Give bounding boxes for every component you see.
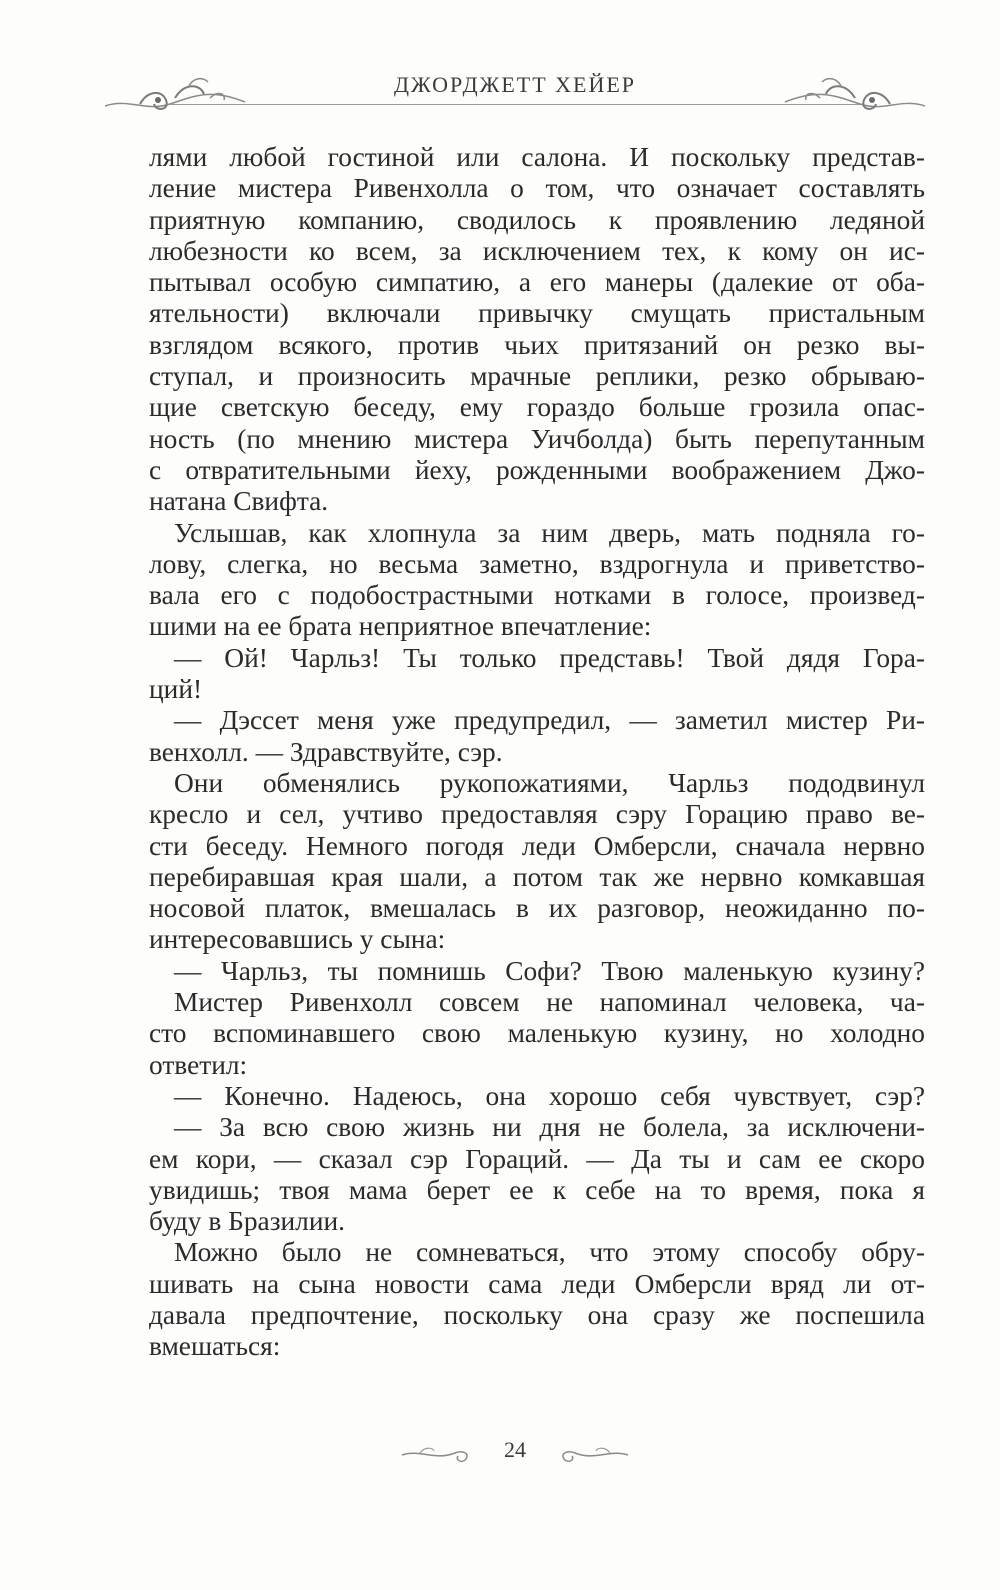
page-number: 24 [504, 1437, 526, 1462]
text-line: ление мистера Ривенхолла о том, что означает составлять [149, 173, 925, 204]
text-line: ступал, и произносить мрачные реплики, резко обрываю- [149, 361, 925, 392]
text-line: — Дэссет меня уже предупредил, — заметил мистер Ри- [174, 705, 925, 736]
text-line: вмешаться: [149, 1331, 281, 1362]
text-line: Услышав, как хлопнула за ним дверь, мать подняла го- [174, 517, 925, 548]
text-line: интересовавшись у сына: [149, 924, 446, 955]
page-footer [400, 1435, 630, 1475]
text-line: щие светскую беседу, ему гораздо больше грозила опас- [149, 392, 925, 423]
text-line: — За всю свою жизнь ни дня не болела, за исключени- [174, 1112, 925, 1143]
text-line: давала предпочтение, поскольку она сразу же поспешила [149, 1299, 925, 1330]
text-line: натана Свифта. [149, 486, 329, 517]
text-line: венхолл. — Здравствуйте, сэр. [149, 736, 503, 767]
text-line: буду в Бразилии. [149, 1206, 346, 1237]
text-line: ятельности) включали привычку смущать пристальным [149, 298, 925, 329]
text-line: сто вспоминавшего свою маленькую кузину, но холодно [149, 1018, 925, 1049]
text-line: Мистер Ривенхолл совсем не напоминал человека, ча- [174, 987, 925, 1018]
body-text [149, 142, 925, 1363]
text-line: сти беседу. Немного погодя леди Омберсли, сначала нервно [149, 830, 925, 861]
text-line: увидишь; твоя мама берет ее к себе на то время, пока я [149, 1174, 925, 1205]
text-line: ций! [149, 674, 203, 705]
text-line: лями любой гостиной или салона. И поскольку представ- [149, 142, 925, 172]
text-line: — Ой! Чарльз! Ты только представь! Твой дядя Гора- [174, 642, 925, 673]
text-line: лову, слегка, но весьма заметно, вздрогнула и приветство- [149, 548, 925, 579]
running-header [100, 60, 930, 120]
text-line: приятную компанию, сводилось к проявлению ледяной [149, 204, 925, 235]
right-scroll-icon [550, 1441, 630, 1467]
text-line: взглядом всякого, против чьих притязаний он резко вы- [149, 329, 925, 360]
text-line: шими на ее брата неприятное впечатление: [149, 611, 652, 642]
header-rule [170, 104, 860, 105]
text-line: Они обменялись рукопожатиями, Чарльз пододвинул [174, 767, 925, 798]
text-line: кресло и сел, учтиво предоставляя сэру Горацию право ве- [149, 799, 925, 830]
text-line: — Конечно. Надеюсь, она хорошо себя чувствует, сэр? [174, 1080, 925, 1111]
text-line: пытывал особую симпатию, а его манеры (далекие от оба- [149, 267, 925, 298]
text-line: шивать на сына новости сама леди Омберсли вряд ли от- [149, 1268, 925, 1299]
text-line: ность (по мнению мистера Уичболда) быть перепутанным [149, 423, 925, 454]
text-line: с отвратительными йеху, рожденными воображением Джо- [149, 454, 925, 485]
right-flourish-icon [780, 68, 930, 118]
text-line: носовой платок, вмешалась в их разговор, неожиданно по- [149, 893, 925, 924]
text-line: любезности ко всем, за исключением тех, к кому он ис- [149, 235, 925, 266]
text-line: перебиравшая края шали, а потом так же нервно комкавшая [149, 861, 925, 892]
book-author-title: ДЖОРДЖЕТТ ХЕЙЕР [393, 72, 637, 97]
text-line: Можно было не сомневаться, что этому способу обру- [174, 1237, 925, 1268]
text-line: ем кори, — сказал сэр Гораций. — Да ты и сам ее скоро [149, 1143, 925, 1174]
text-line: — Чарльз, ты помнишь Софи? Твою маленькую кузину? [174, 955, 925, 986]
text-line: вала его с подобострастными нотками в голосе, произвед- [149, 580, 925, 611]
text-line: ответил: [149, 1049, 248, 1080]
